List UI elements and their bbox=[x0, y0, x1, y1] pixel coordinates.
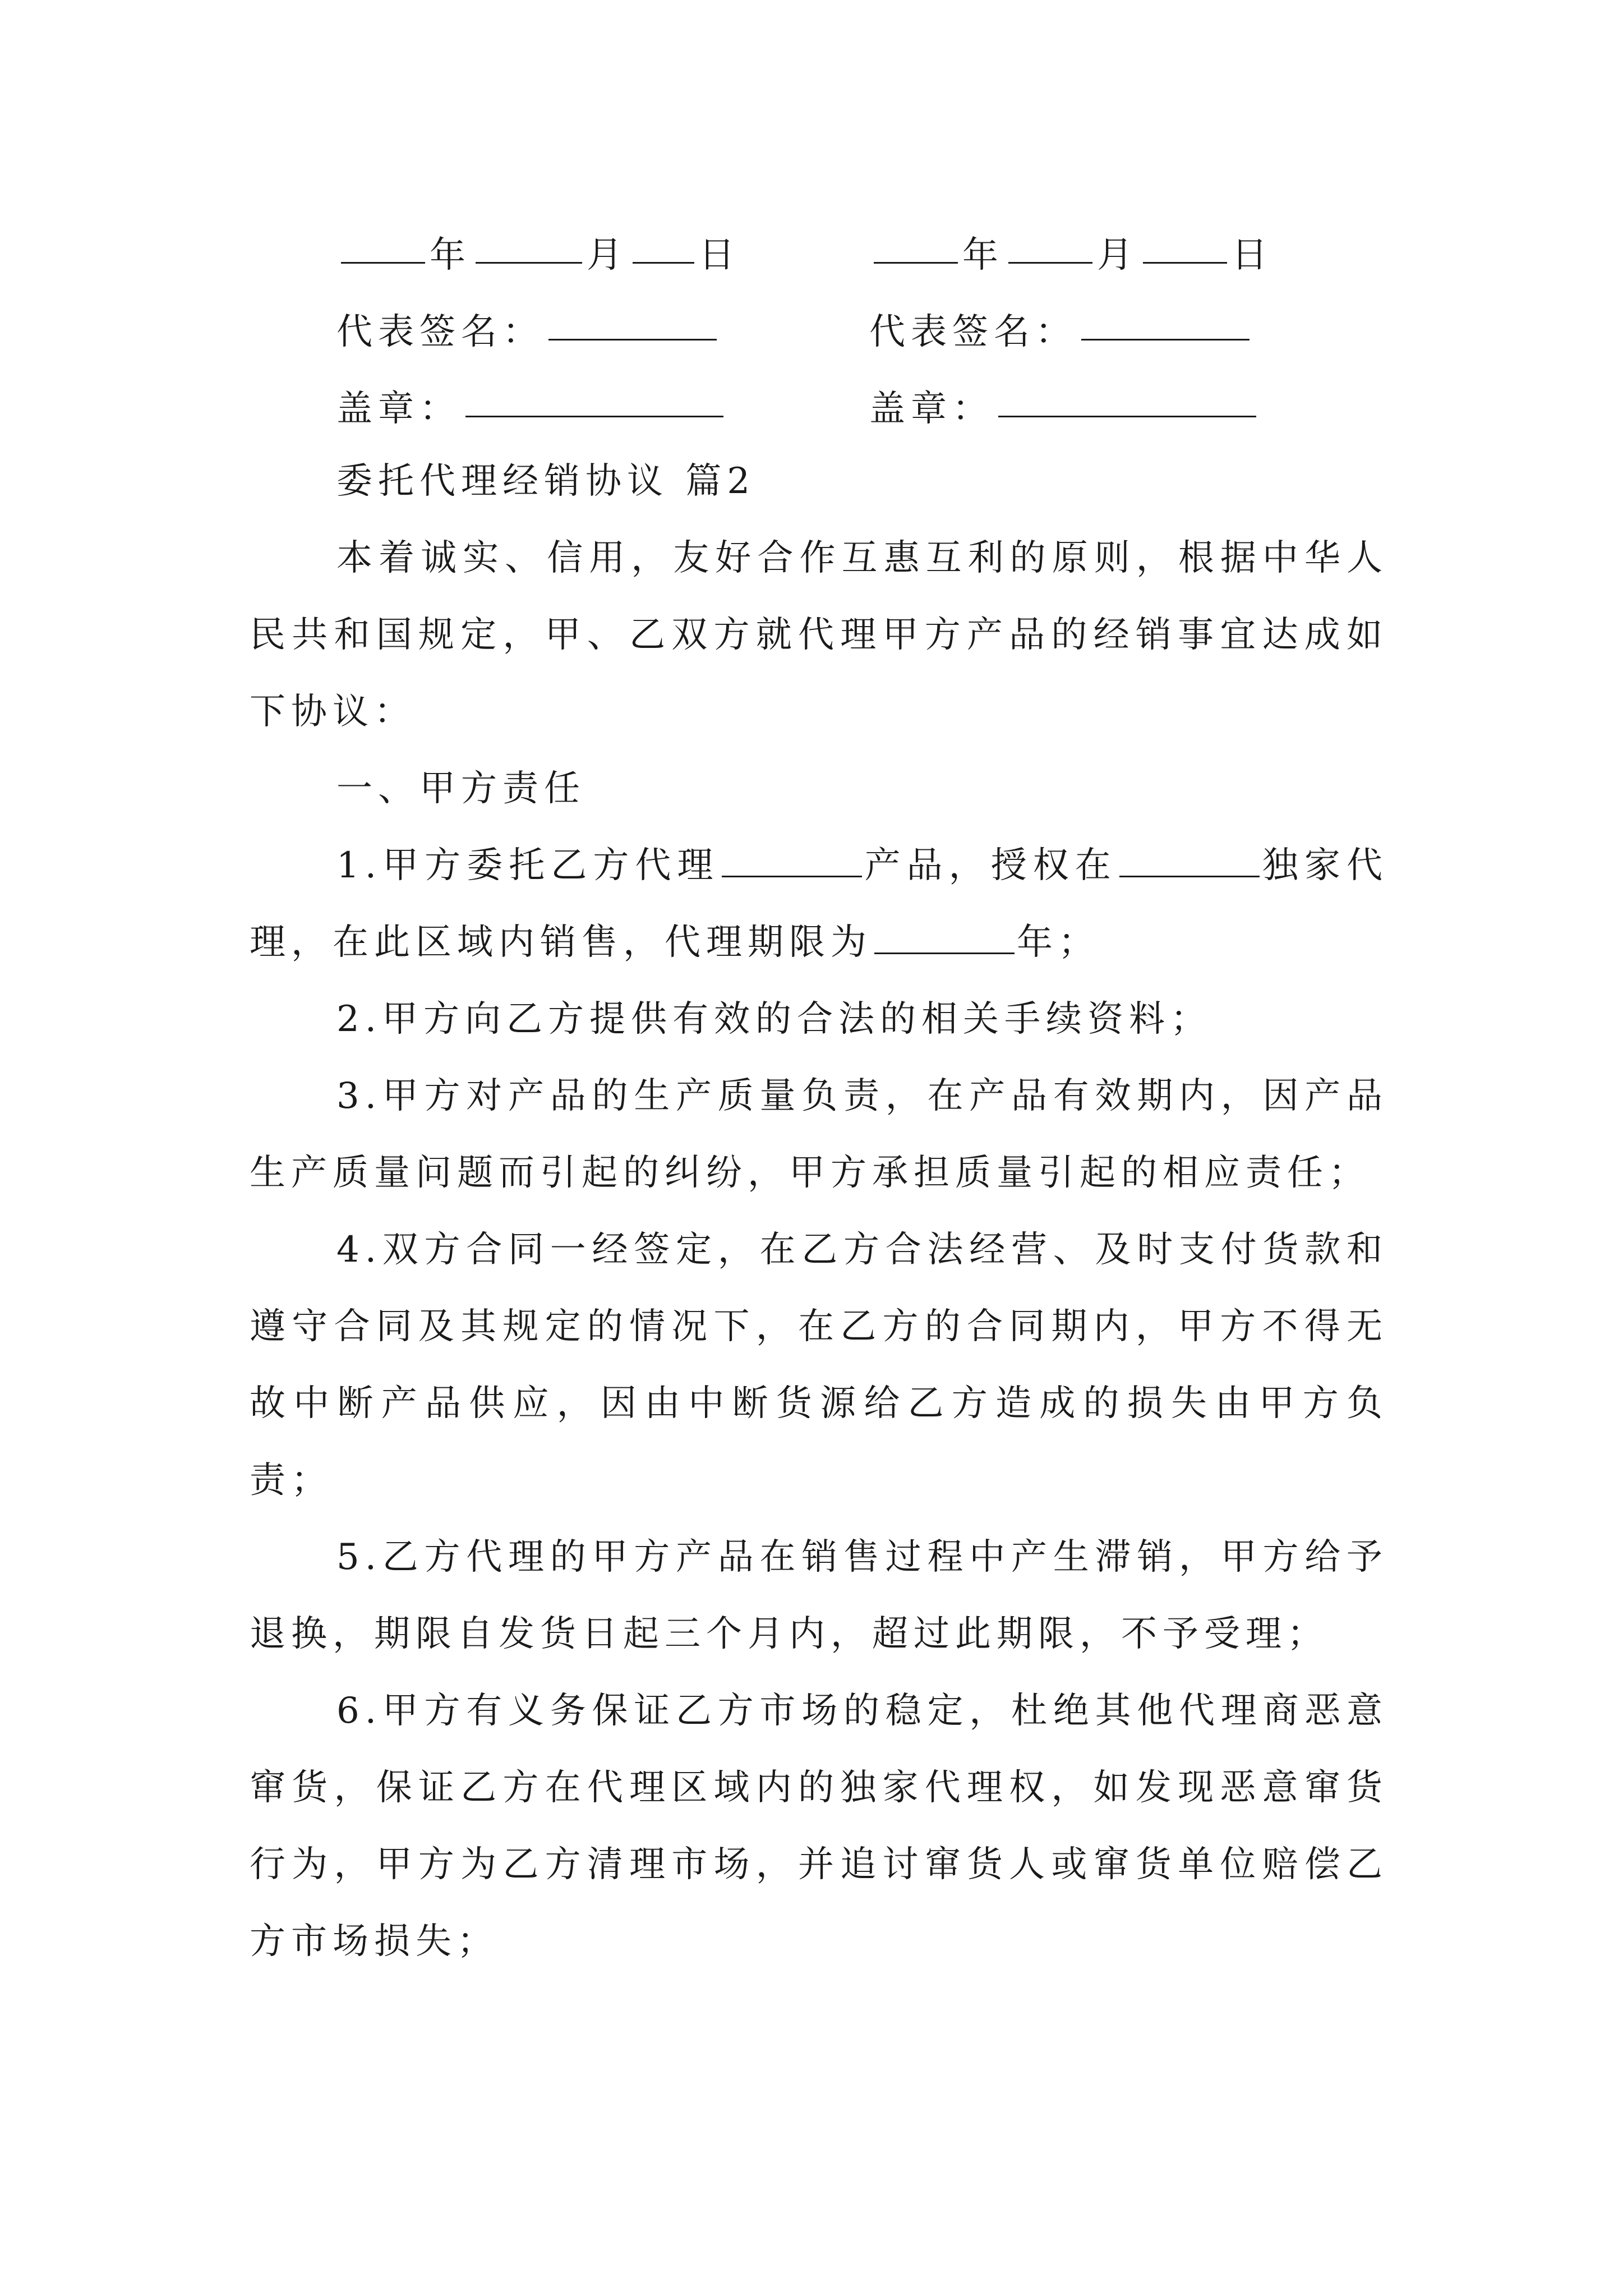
left-date bbox=[336, 226, 869, 278]
month-label: 月 bbox=[1097, 234, 1138, 276]
date-row bbox=[336, 213, 1402, 290]
seal-blank bbox=[465, 393, 723, 417]
left-signature bbox=[336, 303, 869, 355]
right-seal bbox=[869, 380, 1402, 431]
day-label: 日 bbox=[699, 234, 740, 276]
clause-1-part-a: 1.甲方委托乙方代理 bbox=[336, 845, 720, 886]
seal-label: 盖章： bbox=[336, 388, 461, 430]
section-title: 委托代理经销协议 篇2 bbox=[336, 461, 756, 502]
clause-1-part-d: 年； bbox=[1017, 922, 1100, 963]
right-date bbox=[869, 226, 1402, 278]
day-label: 日 bbox=[1232, 234, 1273, 276]
term-blank bbox=[874, 930, 1015, 954]
seal-label: 盖章： bbox=[869, 388, 994, 430]
signature-row bbox=[336, 290, 1402, 367]
day-blank bbox=[633, 240, 694, 264]
signature-blank bbox=[1081, 316, 1249, 341]
clause-1-part-c: 独家代理，在此区域内销售，代理期限为 bbox=[250, 845, 1389, 963]
right-signature bbox=[869, 303, 1402, 355]
year-blank bbox=[341, 240, 425, 264]
clause-2: 2.甲方向乙方提供有效的合法的相关手续资料； bbox=[336, 999, 1212, 1040]
clause-6: 6.甲方有义务保证乙方市场的稳定，杜绝其他代理商恶意窜货，保证乙方在代理区域内的独家代理权，如发现恶意窜货行为，甲方为乙方清理市场，并追讨窜货人或窜货单位赔偿乙方市场损失； bbox=[250, 1690, 1388, 1962]
signature-blank bbox=[548, 316, 717, 341]
clause-1 bbox=[250, 827, 1388, 981]
document-body bbox=[250, 443, 1388, 1980]
clause-3: 3.甲方对产品的生产质量负责，在产品有效期内，因产品生产质量问题而引起的纠纷，甲方承担质量引起的相应责任； bbox=[250, 1075, 1388, 1194]
seal-blank bbox=[998, 393, 1256, 417]
clause-4: 4.双方合同一经签定，在乙方合法经营、及时支付货款和遵守合同及其规定的情况下，在乙方的合同期内，甲方不得无故中断产品供应，因由中断货源给乙方造成的损失由甲方负责； bbox=[250, 1229, 1388, 1501]
day-blank bbox=[1143, 240, 1227, 264]
seal-row bbox=[336, 367, 1402, 444]
month-label: 月 bbox=[587, 234, 628, 276]
signature-label: 代表签名： bbox=[336, 311, 544, 353]
clause-1-part-b: 产品，授权在 bbox=[864, 845, 1117, 886]
signature-label: 代表签名： bbox=[869, 311, 1077, 353]
month-blank bbox=[476, 240, 582, 264]
clause-5: 5.乙方代理的甲方产品在销售过程中产生滞销，甲方给予退换，期限自发货日起三个月内，超过此期限，不予受理； bbox=[250, 1536, 1388, 1655]
region-blank bbox=[1119, 853, 1260, 877]
product-blank bbox=[722, 853, 862, 877]
left-seal bbox=[336, 380, 869, 431]
signature-block bbox=[336, 213, 1402, 444]
intro-paragraph: 本着诚实、信用，友好合作互惠互利的原则，根据中华人民共和国规定，甲、乙双方就代理甲方产品的经销事宜达成如下协议： bbox=[250, 537, 1388, 733]
year-label: 年 bbox=[962, 234, 1004, 276]
year-blank bbox=[874, 240, 958, 264]
heading-party-a-duties: 一、甲方责任 bbox=[336, 768, 585, 809]
year-label: 年 bbox=[430, 234, 471, 276]
month-blank bbox=[1008, 240, 1092, 264]
